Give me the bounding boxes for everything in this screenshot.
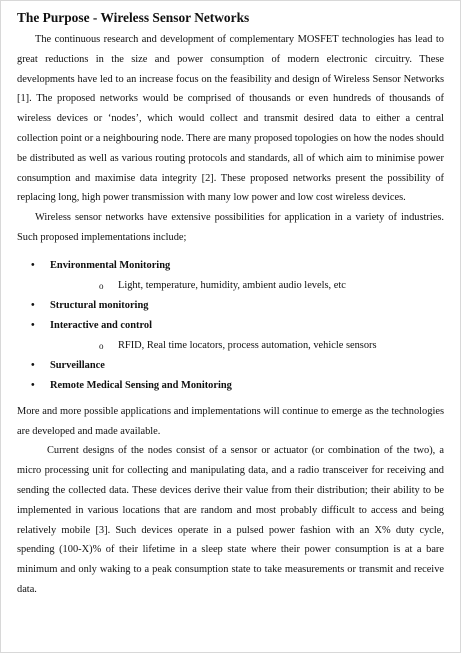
sub-list [50, 276, 444, 296]
paragraph-applications-intro: Wireless sensor networks have extensive possibilities for application in a variety of industries. Such proposed implementations include; [17, 212, 444, 243]
list-item-interactive [17, 316, 444, 356]
paragraph-emerging: More and more possible applications and implementations will continue to emerge as the technologies are developed and made available. [17, 405, 444, 437]
sub-list [50, 336, 444, 356]
list-item-label: Surveillance [50, 359, 105, 371]
page-title: The Purpose - Wireless Sensor Networks [17, 10, 250, 25]
list-item-medical [17, 376, 444, 396]
paragraph-node-design: Current designs of the nodes consist of a sensor or actuator (or combination of the two), a micro processing unit for collecting and manipulating data, and a radio transceiver for receiving and sending the collected data. These devices derive their value from their distribution; their ability to be implemented in various locations that are random and most probably difficult to access and being relatively mobile [3]. Such devices operate in a pulsed power fashion with an X% duty cycle, spending (100-X)% of their lifetime in a sleep state where their power consumption is at a bare minimum and only waking to a peak consumption state to take measurements or transmit and receive data. [17, 445, 444, 595]
sub-list-item: o Light, temperature, humidity, ambient audio levels, etc [50, 276, 444, 296]
paragraph-intro: The continuous research and development of complementary MOSFET technologies has lead to great reductions in the size and power consumption of modern electronic circuitry. These developments have led to an increase focus on the feasibility and design of Wireless Sensor Networks [1]. The proposed networks would be comprised of thousands or even hundreds of thousands of wireless devices or ‘nodes’, which would collect and transmit desired data to either a central collection point or a neighbouring node. There are many proposed topologies on how the nodes should be distributed as well as various routing protocols and standards, all of which aim to minimise power consumption and maximise data integrity [2]. These proposed networks present the possibility of replacing long, high power transmission with many low power and low cost wireless devices. [17, 34, 444, 204]
list-item-label: Interactive and control [50, 319, 152, 331]
applications-list [17, 256, 444, 396]
list-item-label: Structural monitoring [50, 299, 149, 311]
list-item-label: Remote Medical Sensing and Monitoring [50, 379, 232, 391]
list-item-surveillance [17, 356, 444, 376]
list-item-environmental [17, 256, 444, 296]
sub-list-item: o RFID, Real time locators, process automation, vehicle sensors [50, 336, 444, 356]
list-item-structural [17, 296, 444, 316]
list-item-label: Environmental Monitoring [50, 259, 171, 271]
